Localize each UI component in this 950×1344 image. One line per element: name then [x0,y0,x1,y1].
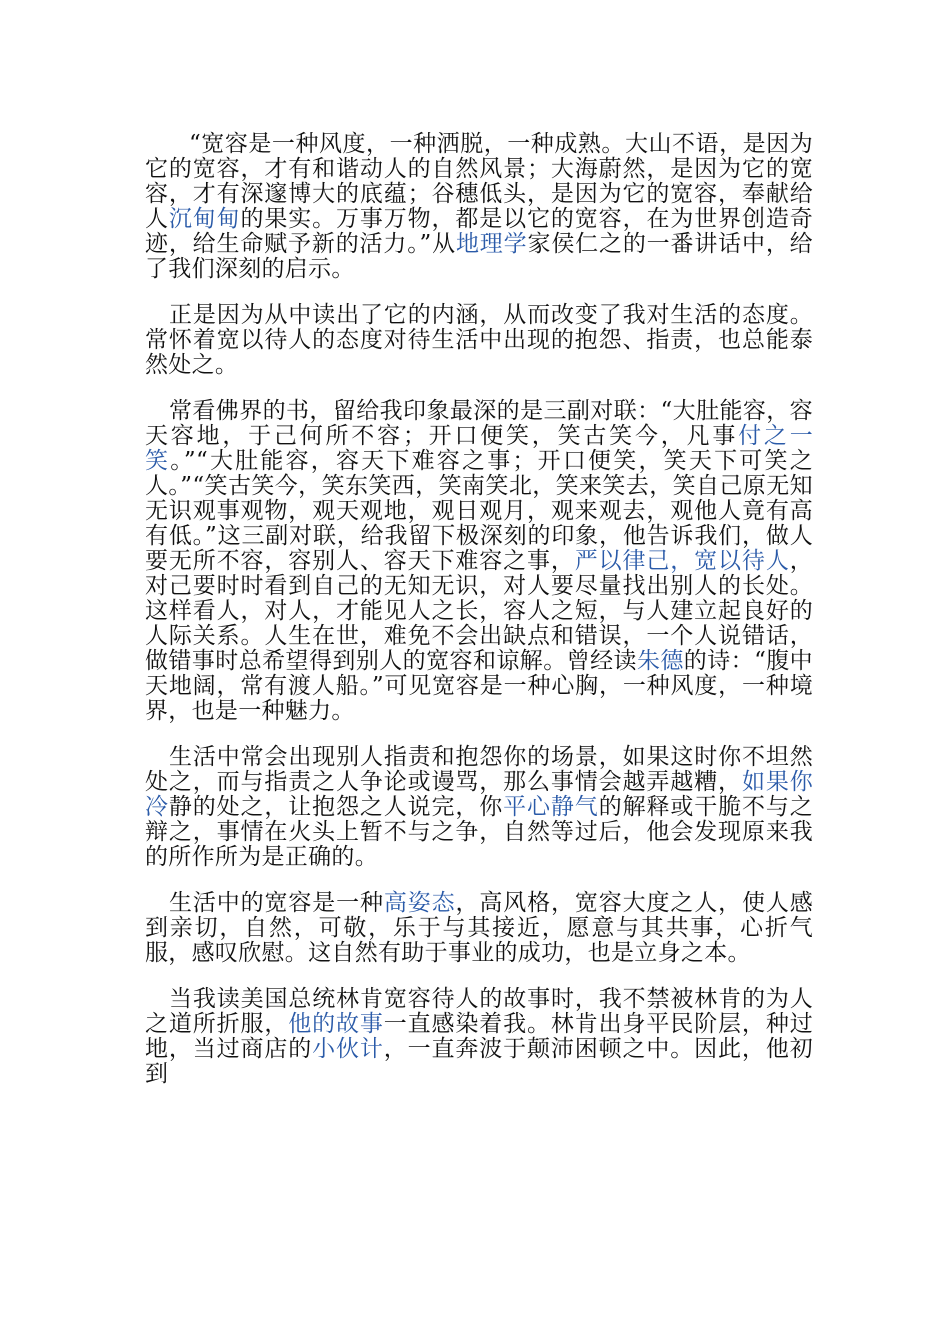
paragraph-2 [145,303,813,378]
document-page [145,132,813,1108]
link-dilixue[interactable]: 地理学 [455,231,528,257]
text-run: 静的处之，让抱怨之人说完，你 [168,794,504,820]
text-run: 家侯仁之的一番讲话中，给了我们深刻的启示。 [145,231,813,282]
link-xiaohuoji[interactable]: 小伙计 [312,1036,384,1062]
text-run: 。”“大肚能容，容天下难容之事；开口便笑，笑天下可笑之人。”“笑古笑今，笑东笑西，笑南笑北，笑来笑去，笑自己原无知无识观事观物，观天观地，观日观月，观来观去，观他人竟有高有低。”这三副对联，给我留下极深刻的印象，他告诉我们，做人要无所不容，容别人、容天下难容之事， [145,448,813,574]
link-gaozitai[interactable]: 高姿态 [383,890,456,916]
text-run: 一直感染着我。林肯出身平民阶层，种过地，当过商店的 [145,1011,813,1062]
text-run: 生活中常会出现别人指责和抱怨你的场景，如果这时你不坦然处之，而与指责之人争论或谩骂，那么事情会越弄越糟， [145,744,813,795]
link-ruguonileng[interactable]: 如果你冷 [145,769,814,820]
paragraph-4 [145,745,813,870]
link-tadegushi[interactable]: 他的故事 [288,1011,384,1037]
link-fuzhiyixiao[interactable]: 付之一笑 [145,423,814,474]
paragraph-3 [145,399,813,724]
text-run: 的果实。万事万物，都是以它的宽容，在为世界创造奇迹，给生命赋予新的活力。”从 [145,206,814,257]
paragraph-6 [145,987,813,1087]
text-run: 当我读美国总统林肯宽容待人的故事时，我不禁被林肯的为人之道所折服， [145,986,813,1037]
link-yanyilvji[interactable]: 严以律己，宽以待人 [574,548,790,574]
text-run: 的诗：“腹中天地阔，常有渡人船。”可见宽容是一种心胸，一种风度，一种境界，也是一种魅力。 [145,648,813,724]
link-chendiandian[interactable]: 沉甸甸 [168,206,241,232]
text-run: “宽容是一种风度，一种洒脱，一种成熟。大山不语，是因为它的宽容，才有和谐动人的自然风景；大海蔚然，是因为它的宽容，才有深邃博大的底蕴；谷穗低头，是因为它的宽容，奉献给人 [145,131,813,232]
text-run: 的解释或干脆不与之辩之，事情在火头上暂不与之争，自然等过后，他会发现原来我的所作所为是正确的。 [145,794,814,870]
text-run: ，一直奔波于颠沛困顿之中。因此，他初到 [145,1036,813,1087]
text-run: 常看佛界的书，留给我印象最深的是三副对联：“大肚能容，容天容地，于己何所不容；开口便笑，笑古笑今，凡事 [145,398,813,449]
text-run: ，对己要时时看到自己的无知无识，对人要尽量找出别人的长处。这样看人，对人，才能见人之长，容人之短，与人建立起良好的人际关系。人生在世，难免不会出缺点和错误，一个人说错话，做错事时总希望得到别人的宽容和谅解。曾经读 [145,548,814,674]
paragraph-1 [145,132,813,282]
paragraph-5 [145,891,813,966]
text-run: ，高风格，宽容大度之人，使人感到亲切，自然，可敬，乐于与其接近，愿意与其共事，心折气服，感叹欣慰。这自然有助于事业的成功，也是立身之本。 [145,890,814,966]
text-run: 生活中的宽容是一种 [169,890,384,916]
link-zhude[interactable]: 朱德 [636,648,684,674]
link-pingxinjingqi[interactable]: 平心静气 [503,794,599,820]
text-run: 正是因为从中读出了它的内涵，从而改变了我对生活的态度。常怀着宽以待人的态度对待生活中出现的抱怨、指责，也总能泰然处之。 [145,302,813,378]
